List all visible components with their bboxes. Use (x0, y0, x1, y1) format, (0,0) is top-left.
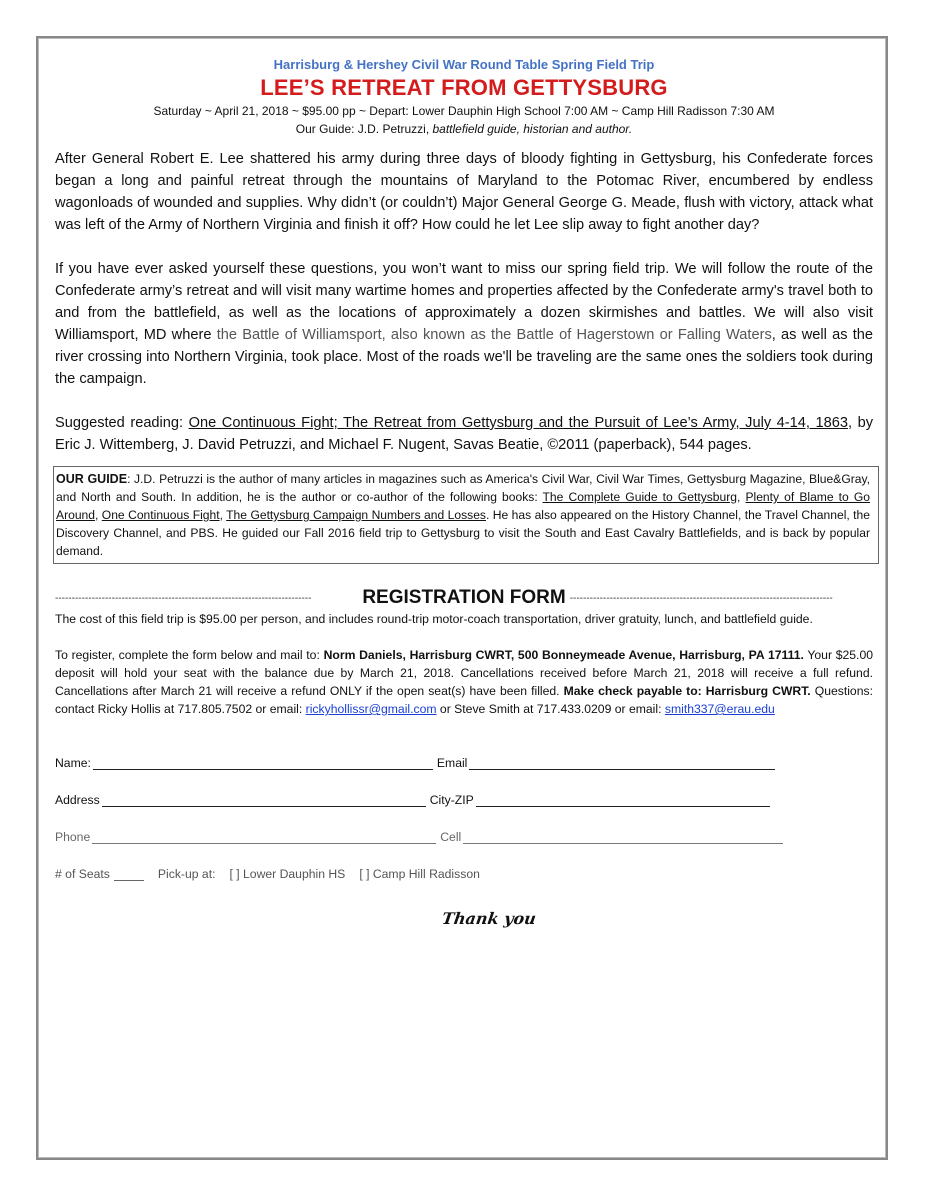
book-title: The Gettysburg Campaign Numbers and Losses (226, 508, 486, 522)
dash-divider-left: ----------------------------------------------------------------------------- (55, 592, 312, 604)
dash-divider-right: ------------------------------------------------------------------------------- (569, 592, 833, 604)
pickup-option-camp-hill[interactable]: [ ] Camp Hill Radisson (359, 867, 480, 881)
guide-text-1: J.D. Petruzzi is the author of many articles in magazines such as America's Civil War, Civil War Times, Gettysburg Magazine, Blue&Gray, and North and South. In addition, he is the author or co-author of the following books: (56, 472, 870, 504)
address-label: Address (55, 793, 100, 807)
guide-colon: : (127, 472, 134, 486)
suggested-reading (55, 412, 873, 456)
guide-bio (56, 470, 878, 560)
trip-details: Saturday ~ April 21, 2018 ~ $95.00 pp ~ Depart: Lower Dauphin High School 7:00 AM ~ Camp Hill Radisson 7:30 AM (153, 104, 775, 118)
phone-field[interactable] (92, 829, 436, 844)
deposit-text: Your $25.00 deposit will hold your seat with the balance due by March 21, 2018. Cancellations received before March 21, 2018 will receive a full refund. Cancellations after March 21 will receive a refund ONLY if the open seat(s) have been filled. (55, 648, 873, 698)
org-title: Harrisburg & Hershey Civil War Round Table Spring Field Trip (273, 57, 655, 72)
route-text-1: If you have ever asked yourself these questions, you won’t want to miss our spring field trip. We will follow the route of the Confederate army’s retreat and will visit many wartime homes and properties affected by the Confederate army's travel both to and from the battlefield, as well as the locations of approximately a dozen skirmishes and battles. We will also visit Williamsport, MD where (55, 261, 873, 343)
address-cityzip-row (55, 789, 873, 807)
seats-label: # of Seats (55, 867, 110, 881)
our-guide-box (53, 466, 879, 564)
guide-label: OUR GUIDE (56, 472, 128, 486)
registration-form-header (55, 586, 873, 610)
cell-field[interactable] (463, 829, 783, 844)
email-link-ricky[interactable]: rickyhollissr@gmail.com (305, 702, 437, 716)
guide-line-italic: battlefield guide, historian and author. (432, 122, 633, 136)
headline: LEE’S RETREAT FROM GETTYSBURG (260, 75, 668, 100)
cell-label: Cell (440, 830, 462, 844)
separator: , (95, 508, 102, 522)
mail-address: Norm Daniels, Harrisburg CWRT, 500 Bonneymeade Avenue, Harrisburg, PA 17111. (323, 648, 804, 662)
phone-cell-row (55, 826, 873, 844)
guide-text-2: . He has also appeared on the History Channel, the Travel Channel, the Discovery Channel, and PBS. He guided our Fall 2016 field trip to Gettysburg to visit the South and East Cavalry Battlefields, and is back by popular demand. (56, 508, 870, 558)
email-link-steve[interactable]: smith337@erau.edu (664, 702, 775, 716)
name-label: Name: (55, 756, 91, 770)
registration-form-title: REGISTRATION FORM (362, 587, 566, 608)
payable-to: Make check payable to: Harrisburg CWRT. (563, 684, 811, 698)
cityzip-label: City-ZIP (429, 793, 474, 807)
reading-book-title: One Continuous Fight; The Retreat from Gettysburg and the Pursuit of Lee’s Army, July 4-14, 1863 (188, 415, 848, 431)
cityzip-field[interactable] (476, 792, 770, 807)
cost-paragraph: The cost of this field trip is $95.00 per person, and includes round-trip motor-coach transportation, driver gratuity, lunch, and battlefield guide. (55, 612, 813, 626)
book-title: The Complete Guide to Gettysburg (542, 490, 737, 504)
register-instructions (55, 646, 873, 718)
mail-prefix: To register, complete the form below and mail to: (55, 648, 324, 662)
flyer-content (55, 56, 873, 928)
seats-pickup-row (55, 863, 873, 881)
phone-label: Phone (55, 830, 91, 844)
registration-fields (55, 752, 873, 881)
email-label: Email (436, 756, 468, 770)
seats-field[interactable] (114, 867, 144, 881)
guide-line (55, 120, 873, 138)
intro-paragraph: After General Robert E. Lee shattered his army during three days of bloody fighting in Gettysburg, his Confederate forces began a long and painful retreat through the mountains of Maryland to the Potomac River, encumbered by endless wagonloads of wounded and supplies. Why didn’t (or couldn’t) Major General George G. Meade, flush with victory, attack what was left of the Army of Northern Virginia and finish it off? How could he let Lee slip away to fight another day? (55, 151, 873, 233)
separator: , (737, 490, 746, 504)
questions-text: Questions: contact Ricky Hollis at 717.805.7502 or email: (55, 684, 873, 716)
pickup-label: Pick-up at: (157, 867, 216, 881)
reading-details: , by Eric J. Wittemberg, J. David Petruzzi, and Michael F. Nugent, Savas Beatie, ©2011 (paperback), 544 pages. (55, 415, 873, 453)
battle-name-text: the Battle of Williamsport, also known as the Battle of Hagerstown or Falling Waters (216, 327, 772, 343)
questions-text-2: or Steve Smith at 717.433.0209 or email: (436, 702, 665, 716)
name-email-row (55, 752, 873, 770)
book-title: One Continuous Fight (101, 508, 220, 522)
route-text-2: , as well as the river crossing into Northern Virginia, took place. Most of the roads we'll be traveling are the same ones the soldiers took during the campaign. (55, 327, 874, 387)
separator: , (219, 508, 227, 522)
reading-label: Suggested reading: (55, 415, 189, 431)
thank-you-signature: Thank you (440, 909, 538, 928)
email-field[interactable] (469, 755, 775, 770)
name-field[interactable] (93, 755, 433, 770)
address-field[interactable] (102, 792, 426, 807)
route-paragraph (55, 258, 873, 390)
book-title: Plenty of Blame to Go Around (56, 490, 870, 522)
guide-line-prefix: Our Guide: J.D. Petruzzi, (295, 122, 433, 136)
pickup-option-lower-dauphin[interactable]: [ ] Lower Dauphin HS (229, 867, 346, 881)
